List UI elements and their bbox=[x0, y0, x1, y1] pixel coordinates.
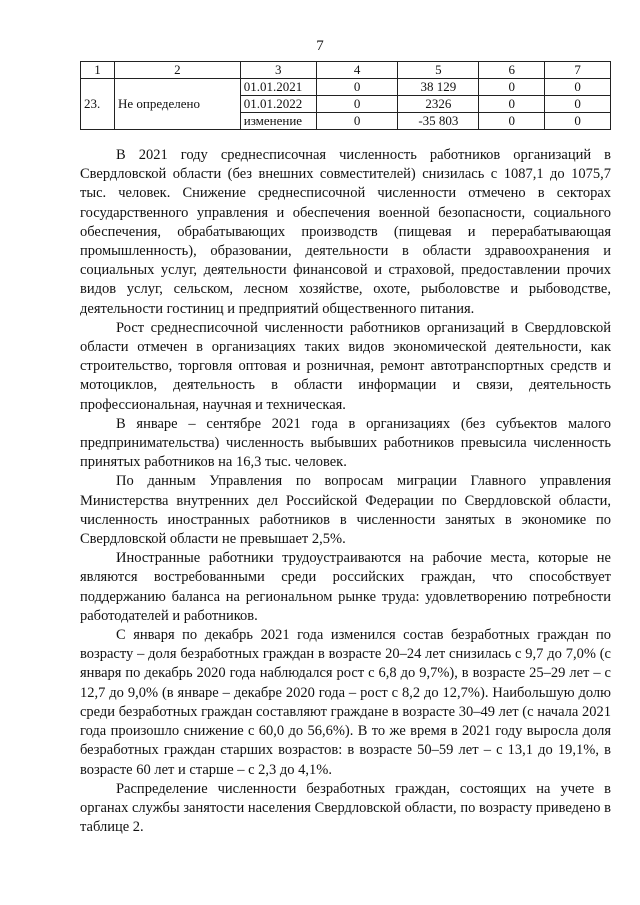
paragraph: В 2021 году среднесписочная численность работников организаций в Свердловской области (без внешних совместителей) снизилась с 1087,1 до 1075,7 тыс. человек. Снижение среднесписочной численности отмечено в секторах государственного управления и обеспечения военной безопасности, социального обеспечения, обрабатывающих производств (пищевая и перерабатывающая промышленность), образовании, деятельности в области здравоохранения и социальных услуг, деятельности финансовой и страховой, предоставлении прочих видов услуг, сельском, лесном хозяйстве, охоте, рыболовстве и рыбоводстве, деятельности гостиниц и предприятий общественного питания. bbox=[80, 147, 611, 317]
paragraph: Распределение численности безработных граждан, состоящих на учете в органах службы занятости населения Свердловской области, по возрасту приведено в таблице 2. bbox=[80, 780, 611, 836]
value-cell: -35 803 bbox=[398, 113, 479, 130]
page-number: 7 bbox=[316, 38, 324, 54]
paragraph: Рост среднесписочной численности работников организаций в Свердловской области отмечен в организациях таких видов экономической деятельности, как строительство, торговля оптовая и розничная, ремонт автотранспортных средств и мотоциклов, деятельность в области информации и связи, деятельность профессиональная, научная и техническая. bbox=[80, 319, 611, 413]
table-header-cell: 3 bbox=[240, 62, 316, 79]
row-index-cell: 23. bbox=[81, 79, 115, 130]
table-header-cell: 4 bbox=[316, 62, 398, 79]
table-header-cell: 6 bbox=[479, 62, 545, 79]
value-cell: 0 bbox=[316, 79, 398, 96]
table-header-cell: 1 bbox=[81, 62, 115, 79]
paragraph: По данным Управления по вопросам миграции Главного управления Министерства внутренних дел Российской Федерации по Свердловской области, численность иностранных работников в численности занятых в экономике по Свердловской области не превышает 2,5%. bbox=[80, 473, 611, 548]
body-text bbox=[80, 146, 611, 837]
table-header-cell: 2 bbox=[114, 62, 240, 79]
paragraph: Иностранные работники трудоустраиваются на рабочие места, которые не являются востребованными среди российских граждан, что способствует поддержанию баланса на региональном рынке труда: удовлетворению потребности работодателей и работников. bbox=[80, 550, 611, 624]
value-cell: 0 bbox=[479, 79, 545, 96]
value-cell: 2326 bbox=[398, 96, 479, 113]
date-cell: 01.01.2021 bbox=[240, 79, 316, 96]
value-cell: 0 bbox=[545, 96, 611, 113]
change-label-cell: изменение bbox=[240, 113, 316, 130]
value-cell: 0 bbox=[545, 79, 611, 96]
value-cell: 0 bbox=[479, 113, 545, 130]
value-cell: 0 bbox=[479, 96, 545, 113]
value-cell: 0 bbox=[316, 113, 398, 130]
paragraph: В январе – сентябре 2021 года в организациях (без субъектов малого предпринимательства) численность выбывших работников превысила численность принятых работников на 16,3 тыс. человек. bbox=[80, 415, 611, 471]
data-table bbox=[80, 61, 611, 130]
value-cell: 38 129 bbox=[398, 79, 479, 96]
paragraph: С января по декабрь 2021 года изменился состав безработных граждан по возрасту – доля безработных граждан в возрасте 20–24 лет снизилась с 9,7 до 7,0% (с января по декабрь 2020 года наблюдался рост с 6,8 до 9,7%), в возрасте 25–29 лет – с 12,7 до 9,0% (в январе – декабре 2020 года – рост с 8,2 до 12,7%). Наибольшую долю среди безработных граждан составляют граждане в возрасте 30–49 лет (с начала 2021 года произошло снижение с 60,0 до 56,6%). В то же время в 2021 году выросла доля безработных граждан старших возрастов: в возрасте 50–59 лет – с 13,1 до 19,1%, в возрасте 60 лет и старше – с 2,3 до 4,1%. bbox=[80, 627, 611, 778]
date-cell: 01.01.2022 bbox=[240, 96, 316, 113]
table-header-cell: 5 bbox=[398, 62, 479, 79]
table-row bbox=[81, 79, 611, 96]
row-name-cell: Не определено bbox=[114, 79, 240, 130]
value-cell: 0 bbox=[316, 96, 398, 113]
value-cell: 0 bbox=[545, 113, 611, 130]
table-header-cell: 7 bbox=[545, 62, 611, 79]
table-header-row bbox=[81, 62, 611, 79]
